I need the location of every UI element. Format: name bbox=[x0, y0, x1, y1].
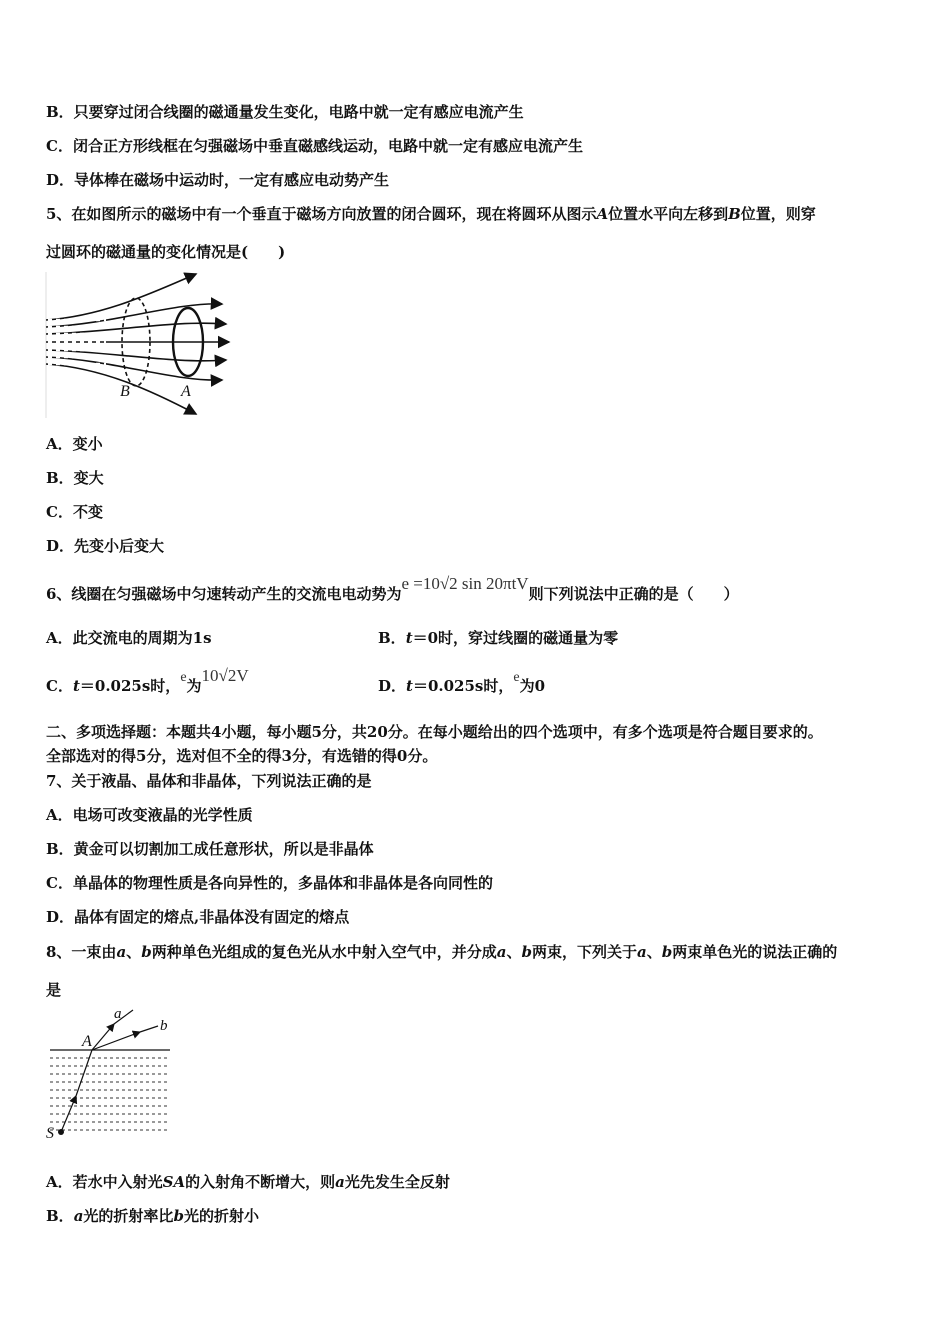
q5-option-a: A．变小 bbox=[46, 435, 103, 453]
section2-heading-line1: 二、多项选择题：本题共4小题，每小题5分，共20分。在每小题给出的四个选项中，有多个选项是符合题目要求的。 bbox=[46, 723, 823, 741]
figure-label-a: A bbox=[181, 383, 191, 400]
q5-option-d: D．先变小后变大 bbox=[46, 537, 165, 555]
emf-formula: e =10√2 sin 20πtV bbox=[401, 574, 529, 593]
point-label-s: S bbox=[46, 1125, 54, 1142]
q6-option-b: B．t＝0时，穿过线圈的磁通量为零 bbox=[378, 629, 619, 647]
q4-option-b: B．只要穿过闭合线圈的磁通量发生变化，电路中就一定有感应电流产生 bbox=[46, 103, 524, 121]
q5-stem-line1: 5、在如图所示的磁场中有一个垂直于磁场方向放置的闭合圆环，现在将圆环从图示A位置水平向左移到B位置，则穿 bbox=[46, 205, 816, 223]
q5-option-b: B．变大 bbox=[46, 469, 104, 487]
q4-option-d: D．导体棒在磁场中运动时，一定有感应电动势产生 bbox=[46, 171, 390, 189]
q7-option-a: A．电场可改变液晶的光学性质 bbox=[46, 806, 253, 824]
q8-stem-line2: 是 bbox=[46, 981, 62, 999]
ray-label-a: a bbox=[114, 1006, 122, 1022]
q6-stem: 6、线圈在匀强磁场中匀速转动产生的交流电电动势为e =10√2 sin 20πtV则下列说法中正确的是（ ） bbox=[46, 574, 739, 603]
q6-option-d: D．t＝0.025s时，e为0 bbox=[378, 670, 546, 695]
q5-stem-line2: 过圆环的磁通量的变化情况是( ) bbox=[46, 243, 286, 261]
q8-option-b: B．a光的折射率比b光的折射小 bbox=[46, 1207, 259, 1225]
q4-option-c: C．闭合正方形线框在匀强磁场中垂直磁感线运动，电路中就一定有感应电流产生 bbox=[46, 137, 583, 155]
section2-heading-line2: 全部选对的得5分，选对但不全的得3分，有选错的得0分。 bbox=[46, 747, 438, 765]
q8-stem-line1: 8、一束由a、b两种单色光组成的复色光从水中射入空气中，并分成a、b两束，下列关于a、b两束单色光的说法正确的 bbox=[46, 943, 838, 961]
point-label-a: A bbox=[82, 1033, 92, 1050]
q8-option-a: A．若水中入射光SA的入射角不断增大，则a光先发生全反射 bbox=[46, 1173, 450, 1191]
q5-option-c: C．不变 bbox=[46, 503, 103, 521]
magnetic-field-figure bbox=[44, 272, 244, 420]
refraction-figure bbox=[44, 1004, 176, 1144]
ray-label-b: b bbox=[160, 1018, 168, 1034]
q6-option-c: C．t＝0.025s时，e为10√2V bbox=[46, 666, 249, 695]
q6-option-a: A．此交流电的周期为1s bbox=[46, 629, 212, 647]
q7-option-d: D．晶体有固定的熔点,非晶体没有固定的熔点 bbox=[46, 908, 350, 926]
q7-stem: 7、关于液晶、晶体和非晶体，下列说法正确的是 bbox=[46, 772, 372, 790]
figure-label-b: B bbox=[120, 383, 130, 400]
q7-option-c: C．单晶体的物理性质是各向异性的，多晶体和非晶体是各向同性的 bbox=[46, 874, 493, 892]
q7-option-b: B．黄金可以切割加工成任意形状，所以是非晶体 bbox=[46, 840, 374, 858]
